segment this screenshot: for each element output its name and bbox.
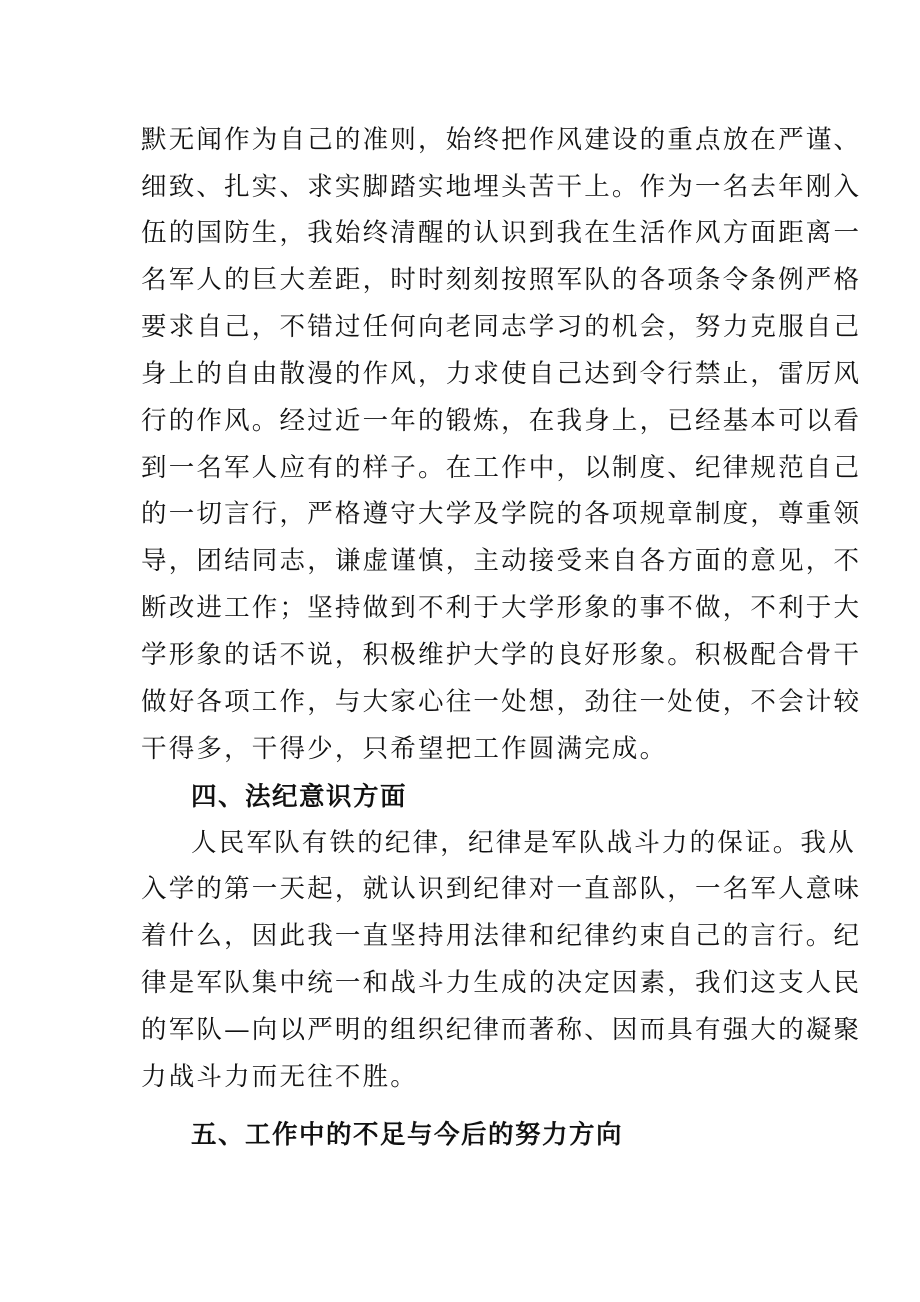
text-line: 行的作风。经过近一年的锻炼，在我身上，已经基本可以看 (141, 406, 862, 436)
text-line: 伍的国防生，我始终清醒的认识到我在生活作风方面距离一 (141, 218, 862, 248)
section-heading-discipline: 四、法纪意识方面 (191, 782, 408, 812)
text-line: 着什么，因此我一直坚持用法律和纪律约束自己的言行。纪 (141, 921, 862, 951)
text-line: 学形象的话不说，积极维护大学的良好形象。积极配合骨干 (141, 640, 862, 670)
text-line: 默无闻作为自己的准则，始终把作风建设的重点放在严谨、 (141, 125, 862, 155)
text-line: 断改进工作；坚持做到不利于大学形象的事不做，不利于大 (141, 593, 862, 623)
text-line: 律是军队集中统一和战斗力生成的决定因素，我们这支人民 (141, 968, 862, 998)
text-line: 干得多，干得少，只希望把工作圆满完成。 (141, 734, 668, 764)
text-line: 名军人的巨大差距，时时刻刻按照军队的各项条令条例严格 (141, 265, 862, 295)
text-line: 力战斗力而无往不胜。 (141, 1062, 419, 1092)
text-line: 的军队—向以严明的组织纪律而著称、因而具有强大的凝聚 (141, 1015, 862, 1045)
section-heading-shortcomings: 五、工作中的不足与今后的努力方向 (191, 1120, 624, 1150)
text-line: 入学的第一天起，就认识到纪律对一直部队，一名军人意味 (141, 874, 862, 904)
text-line: 导，团结同志，谦虚谨慎，主动接受来自各方面的意见，不 (141, 546, 862, 576)
text-line: 要求自己，不错过任何向老同志学习的机会，努力克服自己 (141, 312, 862, 342)
text-line: 人民军队有铁的纪律，纪律是军队战斗力的保证。我从 (191, 828, 856, 858)
text-line: 的一切言行，严格遵守大学及学院的各项规章制度，尊重领 (141, 499, 862, 529)
text-line: 到一名军人应有的样子。在工作中，以制度、纪律规范自己 (141, 453, 862, 483)
text-line: 身上的自由散漫的作风，力求使自己达到令行禁止，雷厉风 (141, 359, 862, 389)
text-line: 做好各项工作，与大家心往一处想，劲往一处使，不会计较 (141, 687, 862, 717)
text-line: 细致、扎实、求实脚踏实地埋头苦干上。作为一名去年刚入 (141, 172, 862, 202)
